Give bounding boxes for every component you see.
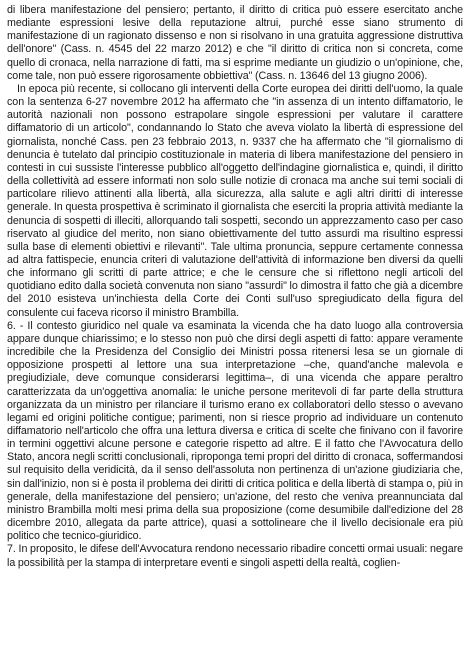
- paragraph-item-7: 7. In proposito, le difese dell'Avvocatura rendono necessario ribadire concetti ormai usuali: negare la possibilità per la stampa di interpretare eventi e singoli aspetti della realtà, coglien-: [7, 543, 463, 569]
- paragraph-epoca-recente: In epoca più recente, si collocano gli interventi della Corte europea dei diritti dell'uomo, la quale con la sentenza 6-27 novembre 2012 ha affermato che "in assenza di un intento diffamatorio, le autorità nazionali non possono estrapolare singole espressioni per valutare il carattere diffamatorio di un articolo", condannando lo Stato che aveva violato la libertà di espressione del giornalista, nonché Cass. pen 23 febbraio 2013, n. 9337 che ha affermato che "il giornalismo di denuncia è tutelato dal principio costituzionale in materia di libera manifestazione del pensiero in contesti in cui sussiste l'interesse pubblico all'oggetto dell'indagine giornalistica e, quindi, il diritto della collettività ad essere informati non solo sulle notizie di cronaca ma anche sui temi sociali di particolare rilievo attinenti alla libertà, alla sicurezza, alla salute e agli altri diritti di interesse generale. In questa prospettiva è scriminato il giornalista che eserciti la propria attività mediante la denuncia di sospetti di illeciti, allorquando tali sospetti, secondo un apprezzamento caso per caso riservato al giudice del merito, non siano obiettivamente del tutto assurdi ma risultino espressi sulla base di elementi obiettivi e rilevanti". Tale ultima pronuncia, seppure certamente connessa ad altra fattispecie, enuncia criteri di valutazione dell'attività di informazione ben diversi da quelli che informano gli scritti di parte attrice; e che le censure che si riflettono negli articoli del quotidiano edito dalla società convenuta non siano "assurdi" lo dimostra il fatto che già a dicembre del 2010 esisteva un'inchiesta della Corte dei Conti sull'uso spregiudicato della figura del consulente cui faceva ricorso il ministro Brambilla.: [7, 82, 463, 319]
- paragraph-item-6: 6. - Il contesto giuridico nel quale va esaminata la vicenda che ha dato luogo alla controversia appare dunque chiarissimo; e lo stesso non può che dirsi degli aspetti di fatto: appare veramente incredibile che la Presidenza del Consiglio dei Ministri possa ritenersi lesa se un giornale di opposizione prospetti al lettore una sua interpretazione –che, quand'anche malevola e pregiudiziale, deve comunque considerarsi legittima–, di una vicenda che appare peraltro caratterizzata da un'oggettiva anomalia: le uniche persone meritevoli di far parte della struttura organizzata da un ministro per rilanciare il turismo erano ex collaboratori dello stesso o avevano legami ed origini politiche contigue; parimenti, non si riesce proprio ad individuare un contenuto diffamatorio nell'articolo che offra una lettura diversa e critica di scelte che finivano con il favorire in termini oggettivi alcune persone e categorie rispetto ad altre. E il fatto che l'Avvocatura dello Stato, ancora negli scritti conclusionali, riproponga temi propri del diritto di cronaca, soffermandosi sul requisito della veridicità, da il senso dell'assoluta non pertinenza di un'azione giudiziaria che, sin dall'inizio, non si è posta il problema dei diritti di critica politica e della libertà di stampa o, più in generale, della manifestazione del pensiero; un'azione, del resto che veniva preannunciata dal ministro Brambilla molti mesi prima della sua proposizione (come desumibile dall'edizione del 28 dicembre 2010, allegata da parte attrice), quasi a sottolineare che il livello decisionale era più politico che tecnico-giuridico.: [7, 319, 463, 543]
- paragraph-continuation: di libera manifestazione del pensiero; pertanto, il diritto di critica può essere esercitato anche mediante espressioni lesive della reputazione altrui, purché esse siano strumento di manifestazione di un ragionato dissenso e non si risolvano in una gratuita aggressione distruttiva dell'onore" (Cass. n. 4545 del 22 marzo 2012) e che "il diritto di critica non si concreta, come quello di cronaca, nella narrazione di fatti, ma si esprime mediante un giudizio o un'opinione, che, come tale, non può essere rigorosamente obbiettiva" (Cass. n. 13646 del 13 giugno 2006).: [7, 4, 463, 82]
